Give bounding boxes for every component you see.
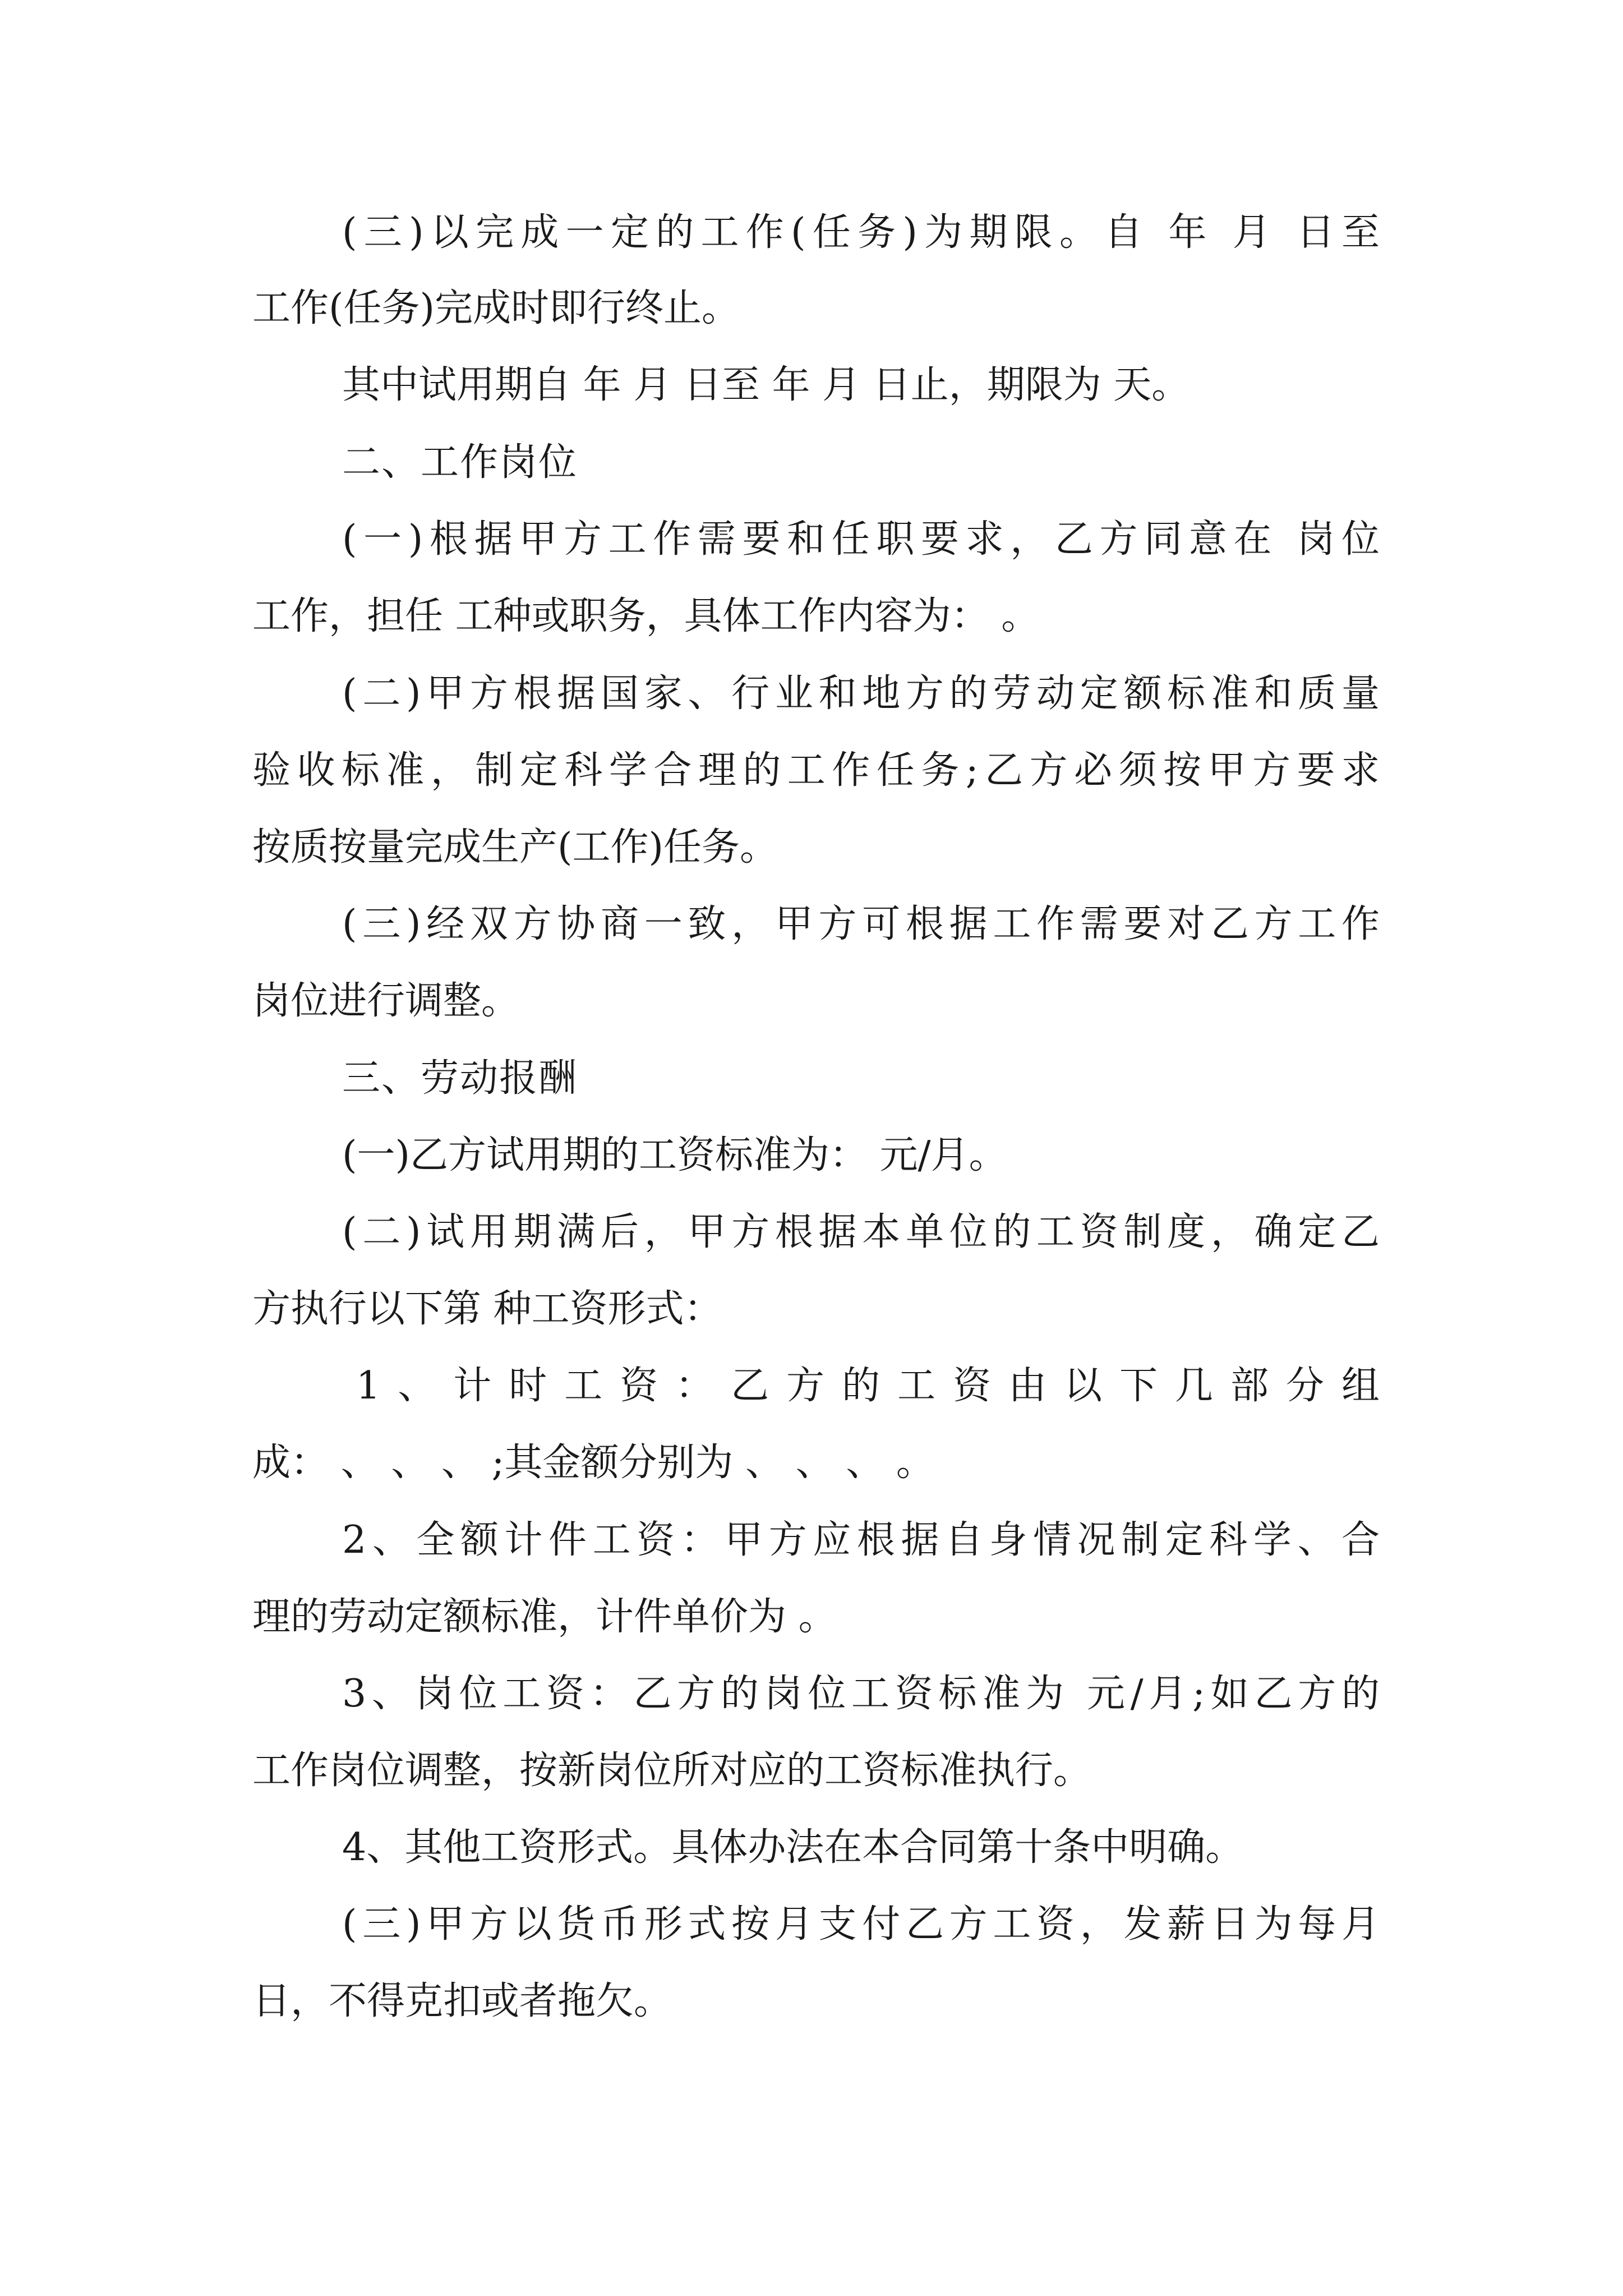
text-line: 4、其他工资形式。具体办法在本合同第十条中明确。 <box>342 1825 1244 1870</box>
text-line: (一)根据甲方工作需要和任职要求，乙方同意在 岗位 <box>342 517 1380 562</box>
text-line: 理的劳动定额标准，计件单价为 。 <box>252 1595 837 1639</box>
text-line: (二)试用期满后，甲方根据本单位的工资制度，确定乙 <box>342 1210 1380 1254</box>
text-line: 3、岗位工资：乙方的岗位工资标准为 元/月;如乙方的 <box>342 1672 1380 1716</box>
text-line: (三)甲方以货币形式按月支付乙方工资，发薪日为每月 <box>342 1902 1380 1947</box>
section-heading: 三、劳动报酬 <box>342 1056 578 1101</box>
text-line: 日，不得克扣或者拖欠。 <box>252 1979 672 2023</box>
text-line: 按质按量完成生产(工作)任务。 <box>252 825 778 869</box>
text-line: 其中试用期自 年 月 日至 年 月 日止，期限为 天。 <box>342 363 1190 407</box>
text-line: 1、计时工资：乙方的工资由以下几部分组 <box>356 1364 1380 1408</box>
text-line: 岗位进行调整。 <box>252 979 520 1023</box>
text-line: 工作岗位调整，按新岗位所对应的工资标准执行。 <box>252 1749 1092 1793</box>
text-line: 工作，担任 工种或职务，具体工作内容为： 。 <box>252 594 1040 638</box>
text-line: (一)乙方试用期的工资标准为： 元/月。 <box>342 1133 1007 1177</box>
text-line: 2、全额计件工资：甲方应根据自身情况制定科学、合 <box>342 1518 1380 1562</box>
text-line: (二)甲方根据国家、行业和地方的劳动定额标准和质量 <box>342 671 1380 716</box>
text-line: (三)经双方协商一致，甲方可根据工作需要对乙方工作 <box>342 902 1380 946</box>
text-line: 验收标准，制定科学合理的工作任务;乙方必须按甲方要求 <box>252 748 1380 793</box>
text-line: 成： 、 、 、 ;其金额分别为 、 、 、 。 <box>252 1441 934 1485</box>
section-heading: 二、工作岗位 <box>342 440 578 485</box>
text-line: 工作(任务)完成时即行终止。 <box>252 286 740 330</box>
text-line: (三)以完成一定的工作(任务)为期限。自 年 月 日至 <box>342 210 1380 255</box>
text-line: 方执行以下第 种工资形式： <box>252 1287 722 1331</box>
